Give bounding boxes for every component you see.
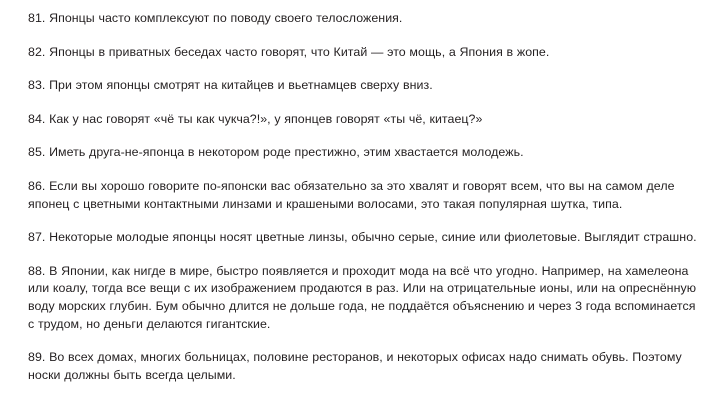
- paragraph-85: 85. Иметь друга-не-японца в некотором роде престижно, этим хвастается молодежь.: [28, 145, 524, 160]
- paragraph-88: 88. В Японии, как нигде в мире, быстро появляется и проходит мода на всё что угодно. Например, на хамелеона или коалу, тогда все вещи с их изображением продаются в раз. Или на отрицательные ионы, или на опреснённую воду морских глубин. Бум обычно длится не дольше года, не поддаётся объяснению и через 3 года вспоминается с трудом, но деньги делаются гигантские.: [28, 263, 697, 331]
- paragraph-89: 89. Во всех домах, многих больницах, половине ресторанов, и некоторых офисах надо снимать обувь. Поэтому носки должны быть всегда целыми.: [28, 350, 682, 382]
- paragraph-84: 84. Как у нас говорят «чё ты как чукча?!», у японцев говорят «ты чё, китаец?»: [28, 111, 483, 126]
- paragraph-81: 81. Японцы часто комплексуют по поводу своего телосложения.: [28, 11, 403, 25]
- paragraph-86: 86. Если вы хорошо говорите по-японски вас обязательно за это хвалят и говорят всем, что вы на самом деле японец с цветными контактными линзами и крашеными волосами, это такая популярная шутка, типа.: [28, 178, 675, 211]
- paragraph-83: 83. При этом японцы смотрят на китайцев и вьетнамцев сверху вниз.: [28, 78, 433, 93]
- paragraph-82: 82. Японцы в приватных беседах часто говорят, что Китай — это мощь, а Япония в жопе.: [28, 44, 550, 59]
- paragraph-87: 87. Некоторые молодые японцы носят цветные линзы, обычно серые, синие или фиолетовые. Выглядит страшно.: [28, 230, 697, 245]
